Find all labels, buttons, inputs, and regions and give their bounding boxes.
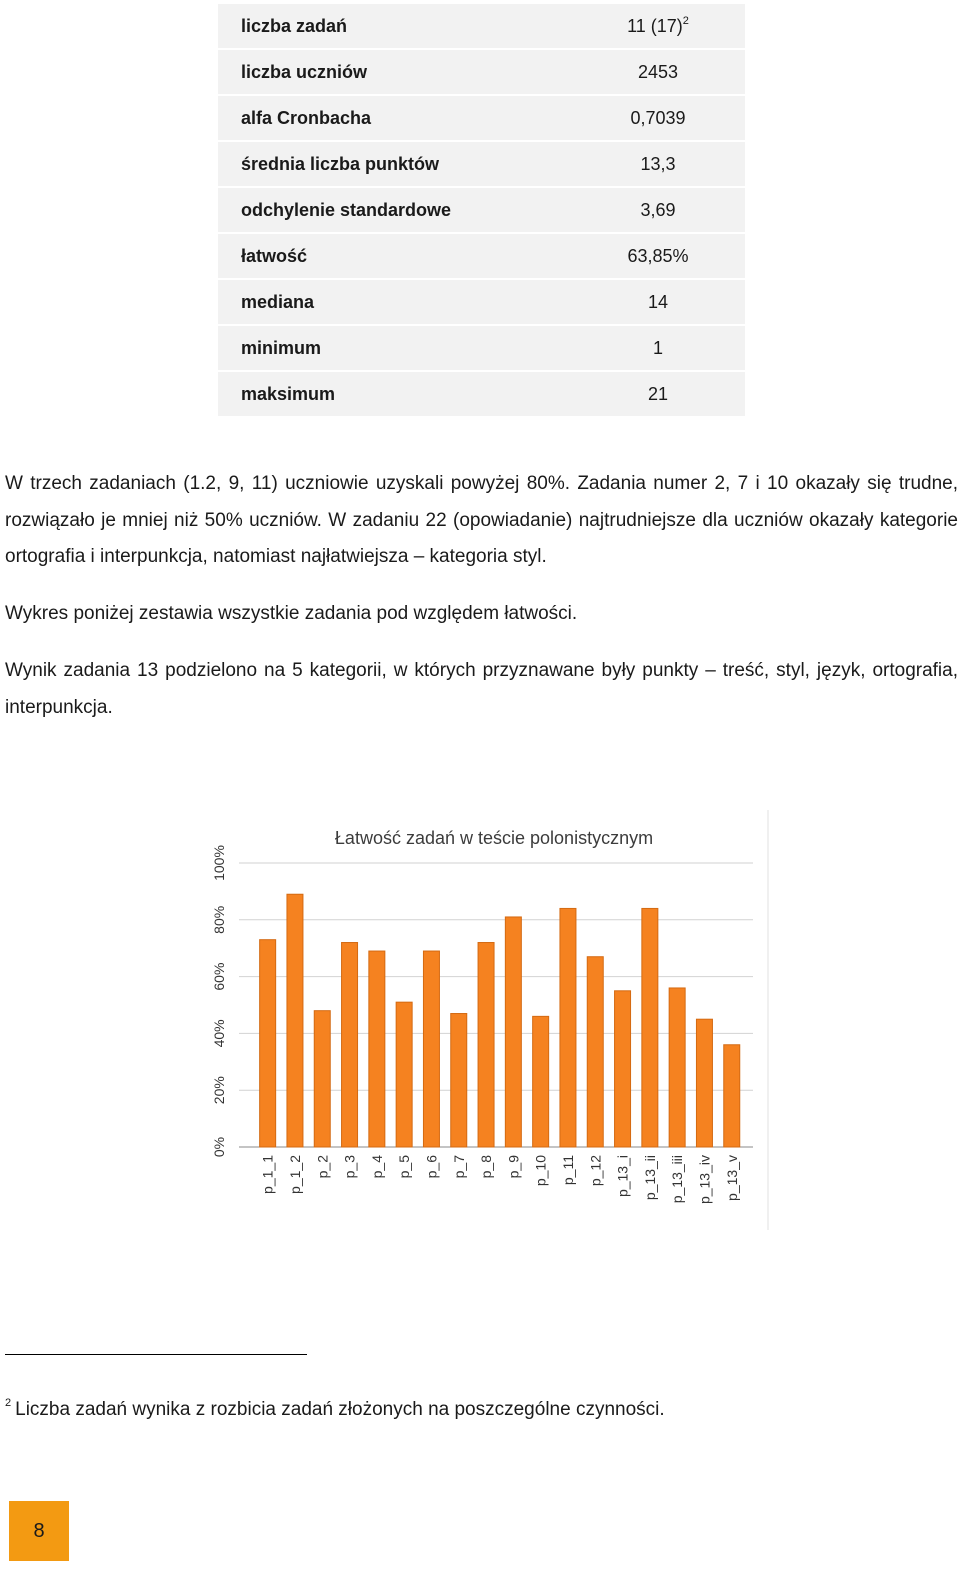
stats-label: liczba uczniów xyxy=(218,49,571,95)
stats-value-text: 63,85% xyxy=(627,245,689,266)
stats-row xyxy=(218,4,745,49)
stats-value xyxy=(571,233,745,279)
bar xyxy=(396,1002,412,1147)
x-tick-label: p_13_v xyxy=(723,1155,740,1201)
y-tick-label: 100% xyxy=(211,845,227,881)
stats-value xyxy=(571,279,745,325)
stats-value xyxy=(571,371,745,417)
x-tick-label: p_13_iv xyxy=(696,1155,713,1205)
y-tick-label: 80% xyxy=(211,905,227,934)
bar xyxy=(642,908,658,1147)
stats-row xyxy=(218,279,745,325)
stats-value-text: 3,69 xyxy=(640,199,676,220)
bar xyxy=(724,1045,740,1147)
stats-row xyxy=(218,233,745,279)
stats-row xyxy=(218,325,745,371)
bar xyxy=(423,951,439,1147)
y-tick-label: 40% xyxy=(211,1019,227,1048)
bar xyxy=(669,988,685,1147)
stats-label: liczba zadań xyxy=(218,4,571,49)
stats-value xyxy=(571,4,745,49)
stats-value xyxy=(571,187,745,233)
x-tick-label: p_13_iii xyxy=(669,1155,686,1204)
stats-value-text: 2453 xyxy=(637,61,679,82)
stats-row xyxy=(218,95,745,141)
x-tick-label: p_7 xyxy=(450,1155,467,1179)
x-tick-label: p_2 xyxy=(314,1155,331,1179)
stats-value-text: 11 (17) xyxy=(627,15,683,36)
stats-value-text: 21 xyxy=(647,383,669,404)
y-tick-label: 60% xyxy=(211,962,227,991)
stats-table xyxy=(218,4,745,418)
stats-label: mediana xyxy=(218,279,571,325)
stats-value-text: 13,3 xyxy=(640,153,676,174)
easiness-bar-chart xyxy=(205,810,770,1230)
paragraph-chart-intro: Wykres poniżej zestawia wszystkie zadania pod względem łatwości. xyxy=(5,603,578,624)
bar xyxy=(478,943,494,1147)
x-tick-label: p_5 xyxy=(396,1155,413,1179)
x-tick-label: p_1_1 xyxy=(259,1155,276,1194)
bar xyxy=(505,917,521,1147)
x-tick-label: p_9 xyxy=(505,1155,522,1179)
bar xyxy=(615,991,631,1147)
page-number: 8 xyxy=(9,1501,69,1561)
stats-label: alfa Cronbacha xyxy=(218,95,571,141)
stats-row xyxy=(218,187,745,233)
y-tick-label: 0% xyxy=(211,1136,227,1158)
bar xyxy=(342,943,358,1147)
x-tick-label: p_3 xyxy=(341,1155,358,1179)
x-tick-label: p_4 xyxy=(368,1155,385,1179)
stats-label: odchylenie standardowe xyxy=(218,187,571,233)
stats-label: minimum xyxy=(218,325,571,371)
stats-row xyxy=(218,141,745,187)
footnote-ref: 2 xyxy=(682,14,689,27)
bar xyxy=(587,957,603,1147)
stats-value xyxy=(571,325,745,371)
paragraph-task13: Wynik zadania 13 podzielono na 5 kategorii, w których przyznawane były punkty – treść, styl, język, ortografia, interpunkcja. xyxy=(5,660,958,718)
y-tick-label: 20% xyxy=(211,1076,227,1105)
bar xyxy=(533,1016,549,1147)
x-tick-label: p_13_i xyxy=(614,1155,631,1198)
bar xyxy=(260,940,276,1147)
bar xyxy=(314,1011,330,1147)
footnote-mark: 2 xyxy=(5,1397,12,1409)
stats-value xyxy=(571,49,745,95)
bar xyxy=(369,951,385,1147)
paragraph-results: W trzech zadaniach (1.2, 9, 11) uczniowie uzyskali powyżej 80%. Zadania numer 2, 7 i 10 okazały się trudne, rozwiązało je mniej niż 50% uczniów. W zadaniu 22 (opowiadanie) najtrudniejsze dla uczniów okazały kategorie ortografia i interpunkcja, natomiast najłatwiejsza – kategoria styl. xyxy=(5,473,958,567)
bar xyxy=(696,1019,712,1147)
stats-value xyxy=(571,141,745,187)
chart-title: Łatwość zadań w teście polonistycznym xyxy=(334,828,654,848)
x-tick-label: p_13_ii xyxy=(641,1155,658,1201)
x-tick-label: p_12 xyxy=(587,1155,604,1187)
x-tick-label: p_8 xyxy=(478,1155,495,1179)
footnote-text: Liczba zadań wynika z rozbicia zadań złożonych na poszczególne czynności. xyxy=(15,1399,665,1420)
stats-row xyxy=(218,49,745,95)
x-tick-label: p_1_2 xyxy=(286,1155,303,1194)
footnote-rule xyxy=(5,1354,307,1355)
footnote xyxy=(5,1396,665,1424)
bar xyxy=(287,894,303,1147)
stats-label: maksimum xyxy=(218,371,571,417)
stats-value-text: 1 xyxy=(652,337,663,358)
stats-row xyxy=(218,371,745,417)
x-tick-label: p_11 xyxy=(559,1155,576,1186)
stats-label: łatwość xyxy=(218,233,571,279)
stats-value-text: 0,7039 xyxy=(630,107,686,128)
x-tick-label: p_6 xyxy=(423,1155,440,1179)
bar xyxy=(451,1014,467,1147)
bar xyxy=(560,908,576,1147)
stats-value-text: 14 xyxy=(647,291,669,312)
stats-value xyxy=(571,95,745,141)
x-tick-label: p_10 xyxy=(532,1155,549,1187)
stats-label: średnia liczba punktów xyxy=(218,141,571,187)
